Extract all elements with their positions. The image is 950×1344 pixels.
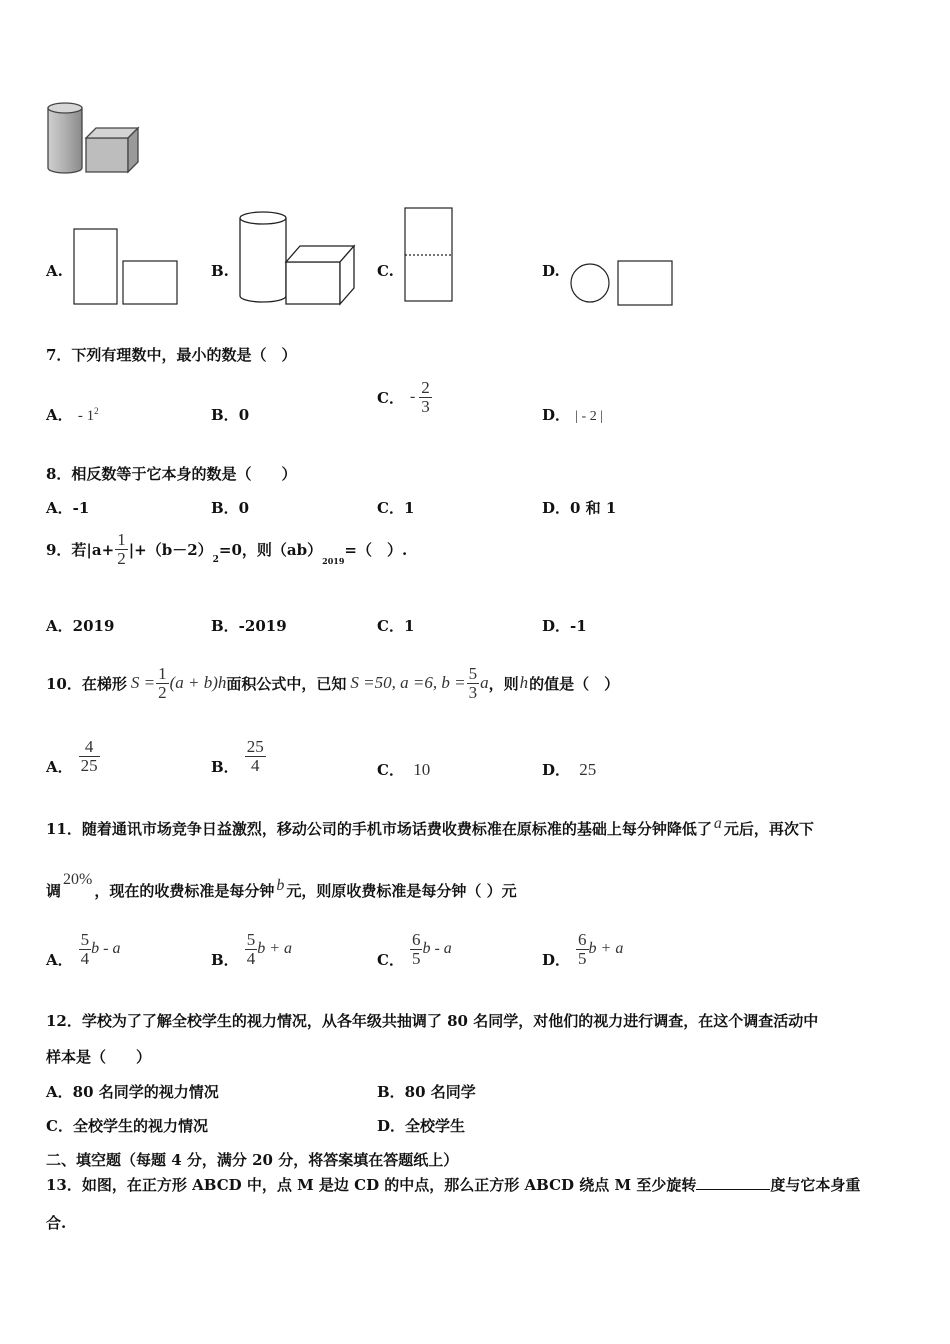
q11-line-2-post: 元，则原收费标准是每分钟（ ）元	[286, 882, 517, 900]
q10-option-d-label: D．	[542, 761, 571, 779]
q10-stem-tail-pre: ，则	[488, 674, 519, 693]
q10-option-a-label: A．	[46, 757, 73, 776]
q11-option-d[interactable]	[542, 924, 623, 974]
figure-option-c-label[interactable]: C.	[377, 262, 394, 280]
q10-stem	[46, 650, 619, 716]
q11-option-a-label: A．	[46, 950, 73, 969]
q11-option-a-fraction	[79, 931, 92, 968]
q11-percent: 20%	[63, 871, 93, 888]
q9-option-a[interactable]: A．2019	[46, 617, 115, 635]
q9-exponent-square: 2	[212, 555, 219, 565]
q11-option-b[interactable]	[211, 924, 292, 974]
q9-option-d[interactable]: D．-1	[542, 617, 587, 635]
q11-option-c-fraction	[410, 931, 423, 968]
q7-stem: 7．下列有理数中，最小的数是（ ）	[46, 346, 297, 364]
q7-option-a-base: - 1	[77, 408, 95, 424]
q10-option-a[interactable]	[46, 731, 100, 781]
q7-option-a-label: A．	[46, 406, 73, 424]
q11-option-c-numerator: 6	[411, 929, 421, 949]
section-2-heading: 二、填空题（每题 4 分，满分 20 分，将答案填在答题纸上）	[46, 1151, 459, 1169]
q10-formula-denominator: 2	[158, 682, 167, 702]
figure-option-b-label[interactable]: B.	[211, 262, 229, 280]
q7-option-c-sign: -	[409, 388, 416, 406]
q7-option-c-denominator: 3	[421, 396, 430, 416]
q7-option-d[interactable]	[542, 404, 603, 425]
q8-option-c[interactable]: C．1	[377, 499, 415, 517]
q9-option-b[interactable]: B．-2019	[211, 617, 287, 635]
q10-given-denominator: 3	[468, 682, 478, 702]
q7-option-c-fraction	[419, 379, 432, 416]
q9-stem	[46, 531, 407, 568]
q10-option-b-denominator: 4	[245, 756, 266, 775]
q9-stem-prefix: 9．若|a+	[46, 540, 115, 559]
q10-option-b-label: B．	[211, 757, 239, 776]
q10-stem-middle: 面积公式中，已知	[226, 674, 347, 693]
q10-option-d[interactable]	[542, 759, 596, 780]
q10-given-left: S =50, a =6, b =	[350, 673, 466, 692]
q7-option-b-label: B．	[211, 406, 239, 424]
q12-option-b[interactable]: B．80 名同学	[377, 1083, 476, 1101]
q10-option-c-value: 10	[413, 760, 431, 779]
q9-stem-suffix: =（ ）.	[344, 540, 408, 559]
q7-option-b[interactable]	[211, 404, 249, 425]
q7-option-a[interactable]	[46, 404, 99, 425]
q7-option-c[interactable]	[377, 379, 432, 416]
q11-option-a[interactable]	[46, 924, 120, 974]
q11-option-b-denominator: 4	[246, 948, 256, 968]
q11-option-c-expression: b - a	[422, 940, 452, 957]
figure-option-d-label[interactable]: D.	[542, 262, 560, 280]
q11-option-d-fraction	[576, 931, 589, 968]
q7-option-b-value: 0	[238, 406, 250, 424]
q11-option-d-numerator: 6	[578, 929, 587, 949]
q11-option-b-expression: b + a	[257, 940, 292, 957]
figure-option-a-views[interactable]	[72, 226, 182, 308]
q10-option-a-numerator: 4	[84, 736, 94, 756]
q7-option-c-numerator: 2	[421, 378, 430, 397]
q10-option-a-denominator: 25	[80, 755, 98, 775]
q8-option-a[interactable]: A．-1	[46, 499, 90, 517]
q11-line-1	[46, 815, 814, 839]
q9-exponent-year: 2019	[322, 556, 345, 566]
q11-option-a-numerator: 5	[80, 929, 90, 949]
q10-formula-right: (a + b)h	[169, 673, 227, 692]
q10-variable-h: h	[519, 673, 529, 692]
q11-line-2-pre: 调	[46, 882, 62, 900]
q11-variable-a: a	[713, 815, 722, 832]
q11-option-c[interactable]	[377, 924, 452, 974]
q11-line-2	[46, 871, 517, 901]
solid-figure-cylinder-cube	[44, 98, 144, 180]
q12-line-1: 12．学校为了了解全校学生的视力情况，从各年级共抽调了 80 名同学，对他们的视力进行调查，在这个调查活动中	[46, 1012, 819, 1030]
q10-given-numerator: 5	[468, 663, 478, 683]
q10-formula-left: S =	[130, 673, 156, 692]
q11-option-b-label: B．	[211, 950, 239, 969]
q13-line-2: 合.	[46, 1214, 67, 1232]
q9-stem-after: =0，则（ab）	[218, 540, 323, 559]
q11-option-d-label: D．	[542, 950, 571, 969]
q9-fraction	[115, 531, 128, 568]
q7-option-c-label: C．	[377, 388, 404, 407]
q10-formula-fraction	[156, 665, 169, 702]
figure-option-d-views[interactable]	[568, 258, 676, 308]
q10-formula-numerator: 1	[158, 663, 167, 683]
q9-fraction-numerator: 1	[117, 530, 126, 549]
q10-option-d-value: 25	[579, 760, 597, 779]
q11-option-a-expression: b - a	[91, 940, 121, 957]
q12-option-d[interactable]: D．全校学生	[377, 1117, 466, 1135]
q12-option-a[interactable]: A．80 名同学的视力情况	[46, 1083, 219, 1101]
q12-option-c[interactable]: C．全校学生的视力情况	[46, 1117, 208, 1135]
q8-option-b[interactable]: B．0	[211, 499, 250, 517]
q11-option-b-numerator: 5	[246, 929, 256, 949]
q9-option-c[interactable]: C．1	[377, 617, 415, 635]
q11-option-a-denominator: 4	[80, 948, 90, 968]
q7-option-a-exponent: 2	[94, 406, 99, 416]
q13-answer-blank[interactable]	[696, 1189, 770, 1190]
q11-variable-b: b	[276, 877, 285, 894]
q11-line-1-post: 元后，再次下	[723, 820, 814, 838]
q11-line-2-mid: ，现在的收费标准是每分钟	[94, 882, 275, 900]
q12-line-2: 样本是（ ）	[46, 1048, 152, 1066]
q13-line-1-pre: 13．如图，在正方形 ABCD 中，点 M 是边 CD 的中点，那么正方形 ABCD 绕点 M 至少旋转	[46, 1176, 697, 1194]
q11-option-c-denominator: 5	[411, 948, 421, 968]
q10-option-b[interactable]	[211, 731, 266, 781]
q11-line-1-pre: 11．随着通讯市场竞争日益激烈，移动公司的手机市场话费收费标准在原标准的基础上每分钟降低了	[46, 820, 712, 838]
figure-option-c-view[interactable]	[403, 206, 455, 304]
q9-fraction-denominator: 2	[117, 548, 126, 568]
q13-line-1-post: 度与它本身重	[770, 1176, 861, 1194]
figure-option-a-label[interactable]: A.	[46, 262, 63, 280]
q11-option-c-label: C．	[377, 950, 404, 969]
q11-option-d-expression: b + a	[588, 940, 624, 957]
q8-option-d[interactable]: D．0 和 1	[542, 499, 617, 517]
q10-stem-tail-post: 的值是（ ）	[529, 674, 620, 693]
q10-option-b-numerator: 25	[246, 736, 264, 756]
q10-stem-prefix: 10．在梯形	[46, 674, 127, 693]
q10-given-right: a	[480, 673, 489, 692]
q10-given-fraction	[467, 665, 480, 702]
q7-option-d-label: D．	[542, 406, 571, 424]
q10-option-a-fraction	[79, 738, 100, 775]
q13-line-1	[46, 1174, 860, 1195]
q9-stem-middle: |+（b－2）	[128, 540, 213, 559]
q11-option-d-denominator: 5	[578, 948, 587, 968]
q7-option-d-value: | - 2 |	[575, 409, 604, 424]
q8-stem: 8．相反数等于它本身的数是（ ）	[46, 465, 297, 483]
q11-option-b-fraction	[245, 931, 258, 968]
q10-option-c-label: C．	[377, 761, 404, 779]
q10-option-b-fraction	[245, 738, 266, 775]
q10-option-c[interactable]	[377, 759, 430, 780]
figure-option-b-solids[interactable]	[236, 206, 362, 308]
